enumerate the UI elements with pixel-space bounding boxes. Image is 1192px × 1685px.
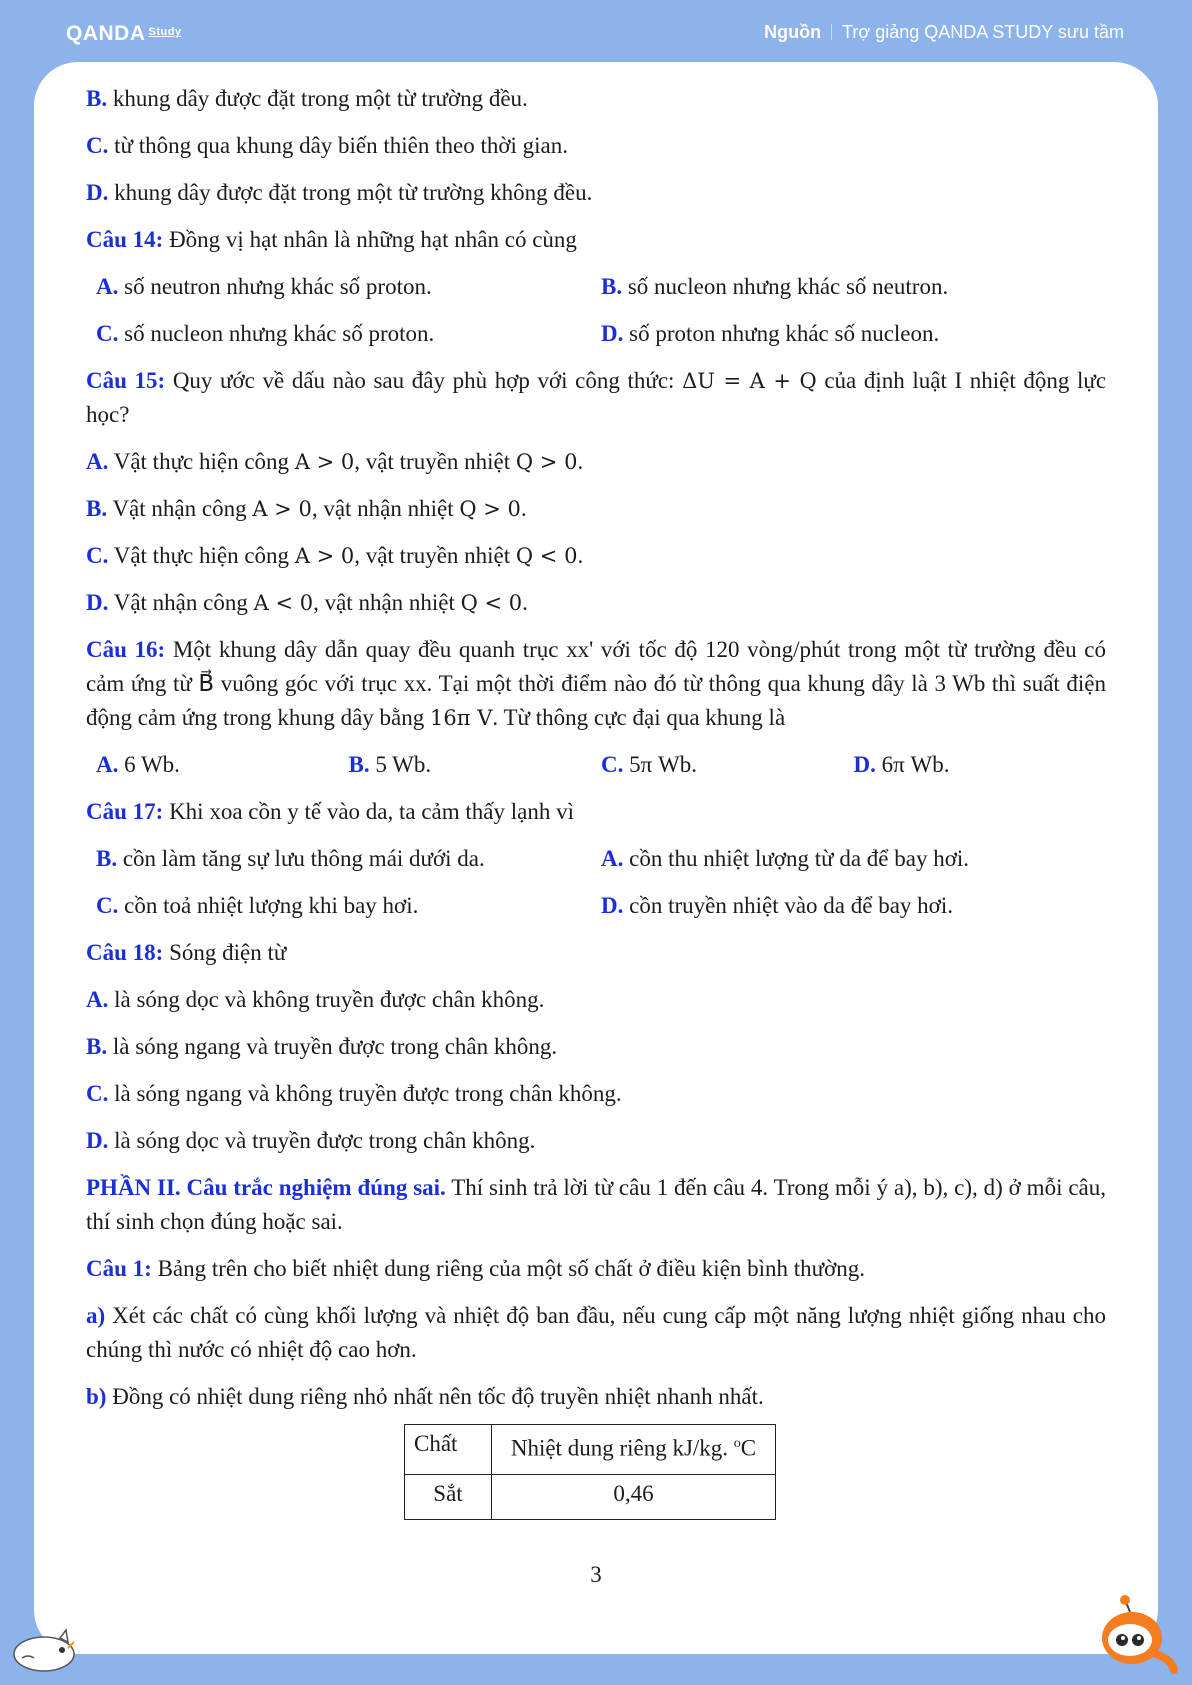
p2-q1-a: a) Xét các chất có cùng khối lượng và nhiệt độ ban đầu, nếu cung cấp một năng lượng nhiệt giống nhau cho chúng thì nước có nhiệt độ cao hơn. <box>86 1303 1107 1362</box>
q15-stem: Câu 15: Quy ước về dấu nào sau đây phù hợp với công thức: ΔU = A + Q của định luật I nhiệt động lực học? <box>86 368 1107 427</box>
q17-option-c: C. cồn toả nhiệt lượng khi bay hơi. <box>96 893 419 918</box>
q18-option-b: B. là sóng ngang và truyền được trong chân không. <box>86 1034 558 1059</box>
q13-option-b: B. khung dây được đặt trong một từ trường đều. <box>86 86 528 111</box>
q16-option-b: B. 5 Wb. <box>348 752 432 777</box>
page-number: 3 <box>590 1562 602 1587</box>
document-content <box>86 82 1106 1520</box>
q17-option-d: D. cồn truyền nhiệt vào da để bay hơi. <box>601 893 953 918</box>
table-cell: Sắt <box>405 1474 492 1519</box>
q14-options-row1 <box>86 270 1106 304</box>
q17-options-row1 <box>86 842 1106 876</box>
q18-option-d: D. là sóng dọc và truyền được trong chân không. <box>86 1128 536 1153</box>
q15-option-a: A. Vật thực hiện công A > 0, vật truyền nhiệt Q > 0. <box>86 449 584 474</box>
robot-mascot-icon <box>1096 1594 1178 1676</box>
specific-heat-table <box>404 1424 776 1520</box>
cat-mascot-icon <box>12 1628 76 1672</box>
top-bar <box>0 0 1192 62</box>
q17-options-row2 <box>86 889 1106 923</box>
q17-option-a: A. cồn thu nhiệt lượng từ da để bay hơi. <box>601 846 970 871</box>
q14-option-a: A. số neutron nhưng khác số proton. <box>96 274 432 299</box>
q15-option-c: C. Vật thực hiện công A > 0, vật truyền nhiệt Q < 0. <box>86 543 584 568</box>
q17-stem: Câu 17: Khi xoa cồn y tế vào da, ta cảm thấy lạnh vì <box>86 799 574 824</box>
q16-option-d: D. 6π Wb. <box>853 752 950 777</box>
q16-options <box>86 748 1106 782</box>
p2-q1-stem: Câu 1: Bảng trên cho biết nhiệt dung riêng của một số chất ở điều kiện bình thường. <box>86 1256 866 1281</box>
q17-option-b: B. cồn làm tăng sự lưu thông mái dưới da. <box>96 846 485 871</box>
q14-stem: Câu 14: Đồng vị hạt nhân là những hạt nhân có cùng <box>86 227 577 252</box>
q18-stem: Câu 18: Sóng điện từ <box>86 940 287 965</box>
q18-option-c: C. là sóng ngang và không truyền được trong chân không. <box>86 1081 622 1106</box>
table-row <box>405 1474 776 1519</box>
source-info: Nguồn Trợ giảng QANDA STUDY sưu tầm <box>764 22 1124 42</box>
q14-option-d: D. số proton nhưng khác số nucleon. <box>601 321 940 346</box>
qanda-logo[interactable]: QANDA Study <box>66 22 182 45</box>
q16-option-a: A. 6 Wb. <box>96 752 180 777</box>
q16-stem: Câu 16: Một khung dây dẫn quay đều quanh trục xx' với tốc độ 120 vòng/phút trong một từ trường đều có cảm ứng từ B⃗ vuông góc với trục xx. Tại một thời điểm nào đó từ thông qua khung dây là 3 Wb thì suất điện động cảm ứng trong khung dây bằng 16π V. Từ thông cực đại qua khung là <box>86 637 1107 730</box>
table-header-substance: Chất <box>405 1425 492 1475</box>
table-cell: 0,46 <box>492 1474 776 1519</box>
table-header-heat: Nhiệt dung riêng kJ/kg. $^o$C <box>492 1425 776 1475</box>
q15-option-b: B. Vật nhận công A > 0, vật nhận nhiệt Q > 0. <box>86 496 527 521</box>
q14-option-c: C. số nucleon nhưng khác số proton. <box>96 321 435 346</box>
part2-intro: PHẦN II. Câu trắc nghiệm đúng sai. Thí sinh trả lời từ câu 1 đến câu 4. Trong mỗi ý a), b), c), d) ở mỗi câu, thí sinh chọn đúng hoặc sai. <box>86 1175 1106 1234</box>
q13-option-d: D. khung dây được đặt trong một từ trường không đều. <box>86 180 593 205</box>
q14-option-b: B. số nucleon nhưng khác số neutron. <box>601 274 949 299</box>
q14-options-row2 <box>86 317 1106 351</box>
table-row <box>405 1425 776 1475</box>
q15-option-d: D. Vật nhận công A < 0, vật nhận nhiệt Q < 0. <box>86 590 528 615</box>
q16-option-c: C. 5π Wb. <box>601 752 697 777</box>
q18-option-a: A. là sóng dọc và không truyền được chân không. <box>86 987 545 1012</box>
q13-option-c: C. từ thông qua khung dây biến thiên theo thời gian. <box>86 133 569 158</box>
p2-q1-b: b) Đồng có nhiệt dung riêng nhỏ nhất nên tốc độ truyền nhiệt nhanh nhất. <box>86 1384 764 1409</box>
